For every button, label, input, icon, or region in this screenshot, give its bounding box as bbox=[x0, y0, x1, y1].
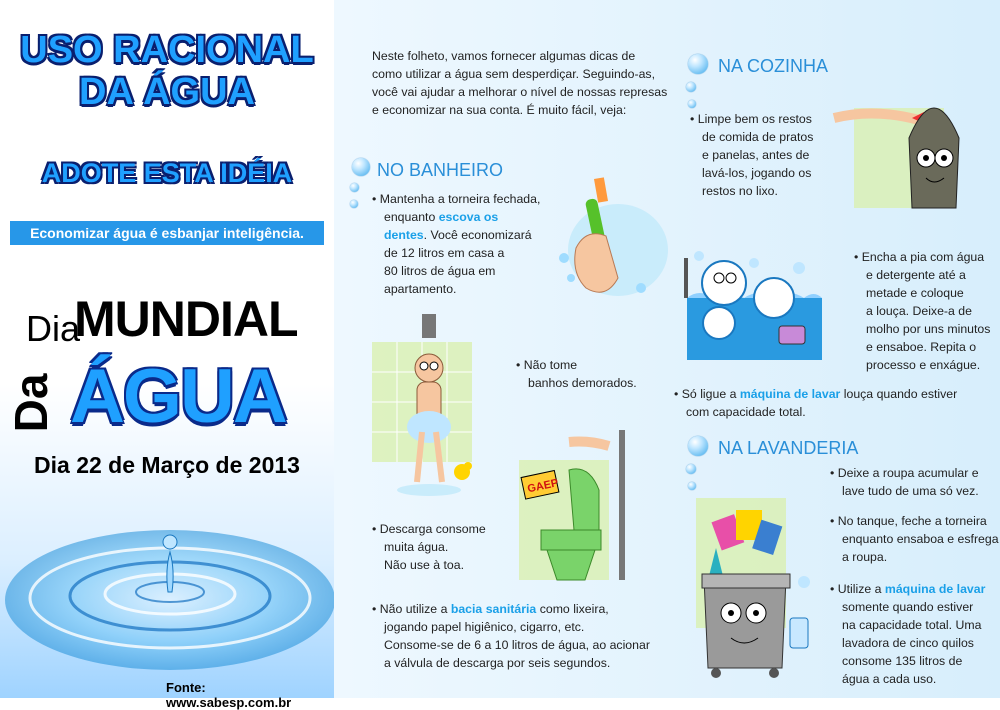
toilet-icon bbox=[519, 430, 634, 585]
shower-icon bbox=[372, 312, 482, 502]
dia-word: Dia bbox=[26, 308, 81, 349]
water-bubble-icon bbox=[350, 183, 359, 192]
tip-tank: • No tanque, feche a torneira enquanto ensaboa e esfrega a roupa. bbox=[830, 514, 999, 564]
tip-toothbrush: • Mantenha a torneira fechada, enquanto escova os dentes. Você economizará de 12 litros em casa a 80 litros de água em apartamento. bbox=[372, 192, 541, 296]
section-heading-banheiro: NO BANHEIRO bbox=[377, 160, 504, 180]
water-bubble-icon bbox=[686, 82, 696, 92]
cover-panel bbox=[0, 0, 334, 710]
tip-toilet-bowl: • Não utilize a bacia sanitária como lixeira, jogando papel higiênico, cigarro, etc. Consome-se de 6 a 10 litros de água, ao acionar a válvula de descarga por seis segundos. bbox=[372, 602, 650, 670]
water-bubble-icon bbox=[688, 54, 708, 74]
title-line-1: USO RACIONAL bbox=[20, 29, 314, 71]
water-drop-icon bbox=[0, 530, 334, 698]
intro-line: e economizar na sua conta. É muito fácil, veja: bbox=[372, 103, 627, 117]
intro-text bbox=[372, 47, 667, 119]
da-word: Da bbox=[5, 373, 57, 433]
tip-flush: • Descarga consome muita água. Não use à toa. bbox=[372, 522, 486, 572]
tip-washing-machine: • Utilize a máquina de lavar somente quando estiver na capacidade total. Uma lavadora de cinco quilos consome 135 litros de água a cada uso. bbox=[830, 582, 986, 686]
dishes-icon bbox=[679, 238, 829, 368]
source-credit: Fonte: www.sabesp.com.br bbox=[166, 680, 292, 710]
tip-accumulate-laundry: • Deixe a roupa acumular e lave tudo de uma só vez. bbox=[830, 466, 979, 498]
tip-food-scraps: • Limpe bem os restos de comida de pratos e panelas, antes de lavá-los, jogando os restos no lixo. bbox=[690, 112, 814, 198]
tip-fill-sink: • Encha a pia com água e detergente até a metade e coloque a louça. Deixe-a de molho por uns minutos e ensaboe. Repita o processo e enxágue. bbox=[854, 250, 991, 372]
toothbrush-icon bbox=[546, 178, 666, 308]
title-line-2: DA ÁGUA bbox=[79, 71, 255, 113]
section-heading-lavanderia: NA LAVANDERIA bbox=[718, 438, 859, 458]
water-bubble-icon bbox=[686, 464, 696, 474]
intro-line: Neste folheto, vamos fornecer algumas dicas de bbox=[372, 49, 636, 63]
tip-dishwasher: • Só ligue a máquina de lavar louça quando estiver com capacidade total. bbox=[674, 387, 958, 419]
subtitle: ADOTE ESTA IDÉIA bbox=[41, 158, 293, 188]
water-bubble-icon bbox=[688, 436, 708, 456]
water-bubble-icon bbox=[688, 482, 696, 490]
water-bubble-icon bbox=[352, 158, 370, 176]
toilet-sign-text: GAEP bbox=[526, 477, 560, 496]
water-bubble-icon bbox=[350, 200, 358, 208]
event-date: Dia 22 de Março de 2013 bbox=[34, 452, 300, 478]
intro-line: como utilizar a água sem desperdiçar. Seguindo-as, bbox=[372, 67, 655, 81]
slogan-banner: Economizar água é esbanjar inteligência. bbox=[10, 221, 324, 245]
intro-line: você vai ajudar a melhorar o nível de nossas represas bbox=[372, 85, 668, 99]
trash-can-icon bbox=[834, 78, 984, 218]
info-panel bbox=[334, 0, 1000, 698]
washing-machine-icon bbox=[686, 498, 814, 690]
section-heading-cozinha: NA COZINHA bbox=[718, 56, 829, 76]
water-bubble-icon bbox=[688, 100, 696, 108]
agua-word: ÁGUA bbox=[70, 354, 286, 439]
mundial-word: MUNDIAL bbox=[74, 291, 298, 347]
tip-shower: • Não tome banhos demorados. bbox=[516, 358, 637, 390]
